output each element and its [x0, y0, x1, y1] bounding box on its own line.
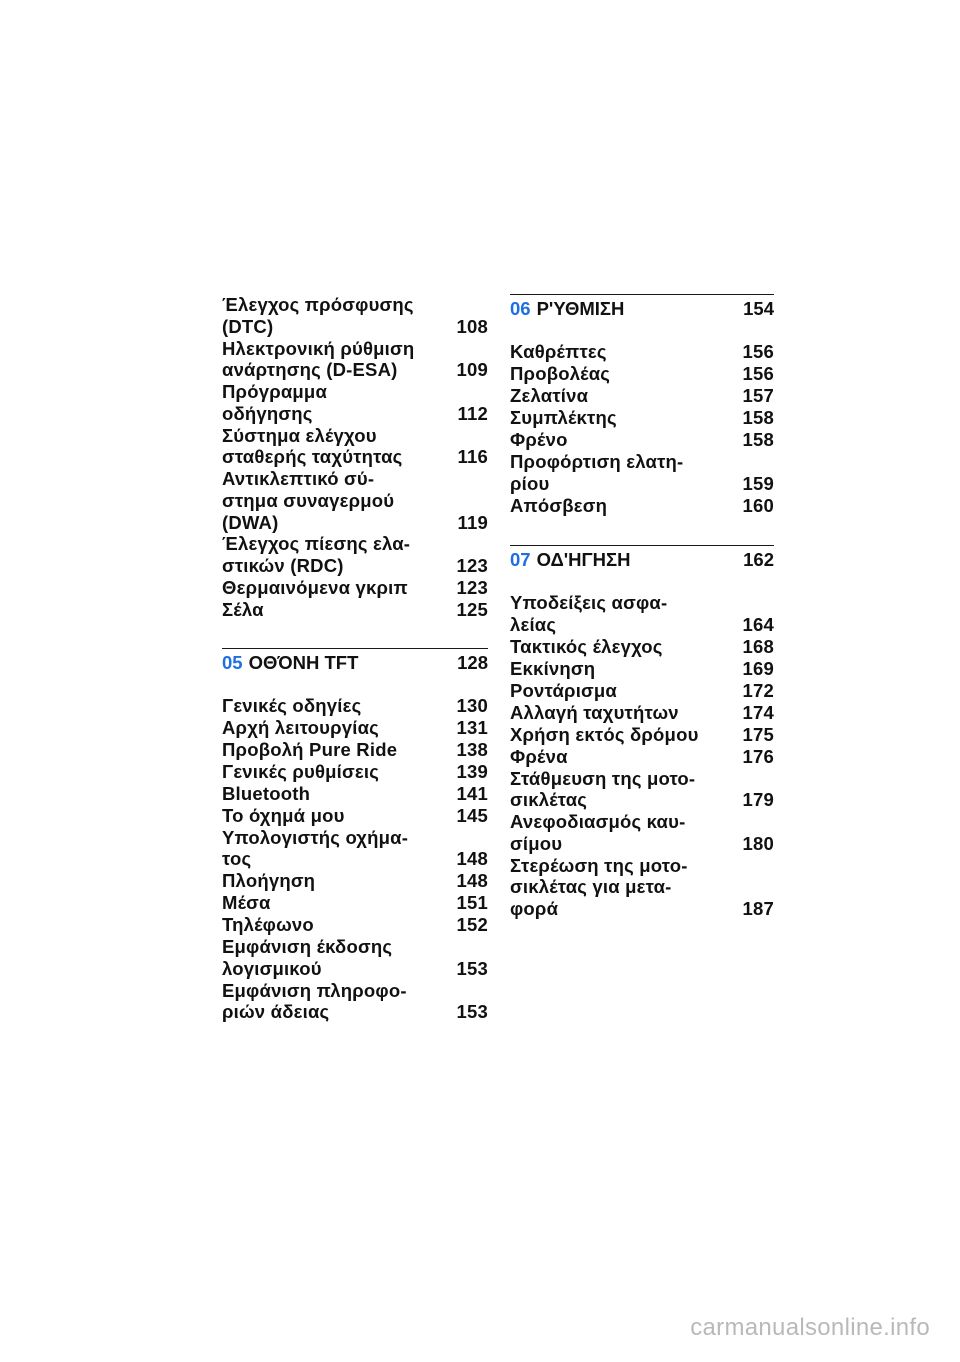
index-entry[interactable] [510, 658, 774, 680]
entry-title: σίμου [510, 832, 563, 854]
section-title: ΟΔ'ΗΓΗΣΗ [536, 549, 631, 571]
entry-page-number: 169 [742, 657, 774, 679]
entry-line [222, 980, 488, 1002]
index-entry[interactable] [510, 746, 774, 768]
entry-page-number: 125 [456, 599, 488, 621]
index-entry[interactable] [222, 294, 488, 337]
entry-title: Το όχημά μου [222, 804, 345, 826]
index-entry[interactable] [510, 429, 774, 451]
entry-title: σικλέτας [510, 789, 588, 811]
index-entry[interactable] [222, 870, 488, 892]
entry-page-number: 116 [457, 446, 488, 468]
entry-title: Πλοήγηση [222, 870, 316, 892]
index-entry[interactable] [222, 805, 488, 827]
entry-title: Εκκίνηση [510, 657, 596, 679]
entry-page-number: 148 [456, 848, 488, 870]
entry-line [222, 533, 488, 555]
entry-page-number: 131 [456, 716, 488, 738]
entry-title: Εμφάνιση πληροφο- [222, 979, 407, 1001]
index-entry[interactable] [222, 761, 488, 783]
entry-page-number: 152 [456, 914, 488, 936]
entry-title: Προφόρτιση ελατη- [510, 450, 684, 472]
entry-line [222, 555, 488, 577]
index-entry[interactable] [510, 855, 774, 920]
entry-line [510, 746, 774, 768]
index-entry[interactable] [222, 827, 488, 870]
entry-page-number: 139 [456, 760, 488, 782]
section-page: 128 [457, 651, 488, 673]
entry-page-number: 141 [456, 782, 488, 804]
entry-title: (DWA) [222, 511, 279, 533]
entry-line [510, 702, 774, 724]
section-05-entries [222, 695, 488, 1023]
index-entry[interactable] [510, 811, 774, 854]
section-heading[interactable] [510, 546, 774, 571]
entry-title: (DTC) [222, 315, 274, 337]
entry-line [222, 827, 488, 849]
entry-page-number: 168 [742, 635, 774, 657]
entry-line [510, 680, 774, 702]
entry-title: Θερμαινόμενα γκριπ [222, 577, 408, 599]
entry-title: σικλέτας για μετα- [510, 876, 672, 898]
entry-page-number: 175 [742, 723, 774, 745]
entry-title: ανάρτησης (D-ESA) [222, 359, 398, 381]
entry-title: Γενικές οδηγίες [222, 694, 362, 716]
section-title: ΟΘΌΝΗ TFT [248, 651, 359, 673]
right-index-column [510, 294, 774, 920]
index-entry[interactable] [510, 341, 774, 363]
entry-line [222, 848, 488, 870]
index-entry[interactable] [222, 717, 488, 739]
entry-title: Υπολογιστής οχήμα- [222, 826, 409, 848]
section-06 [510, 294, 774, 516]
entry-line [222, 599, 488, 621]
index-entry[interactable] [510, 407, 774, 429]
entry-line [222, 446, 488, 468]
watermark-text: carmanualsonline.info [690, 1314, 930, 1341]
entry-line [222, 294, 488, 316]
entry-line [510, 592, 774, 614]
entry-title: Συμπλέκτης [510, 406, 617, 428]
entry-title: Αλλαγή ταχυτήτων [510, 701, 679, 723]
entry-title: οδήγησης [222, 402, 313, 424]
index-entry[interactable] [510, 385, 774, 407]
entry-page-number: 138 [456, 738, 488, 760]
index-entry[interactable] [510, 495, 774, 517]
entry-line [222, 783, 488, 805]
index-entry[interactable] [222, 599, 488, 621]
index-entry[interactable] [222, 695, 488, 717]
entry-title: ρίου [510, 472, 550, 494]
entry-line [510, 768, 774, 790]
section-number: 06 [510, 298, 531, 319]
index-entry[interactable] [222, 980, 488, 1023]
index-entry[interactable] [222, 936, 488, 979]
entry-line [510, 876, 774, 898]
section-07 [510, 545, 774, 919]
entry-page-number: 158 [742, 406, 774, 428]
entry-line [510, 429, 774, 451]
entry-title: Εμφάνιση έκδοσης [222, 936, 393, 958]
entry-line [510, 614, 774, 636]
entry-title: λογισμικού [222, 957, 322, 979]
index-entry[interactable] [222, 533, 488, 576]
entry-page-number: 160 [742, 494, 774, 516]
index-entry[interactable] [510, 768, 774, 811]
left-index-column [222, 294, 488, 1023]
entry-page-number: 148 [456, 870, 488, 892]
entry-title: στημα συναγερμού [222, 489, 395, 511]
entry-title: Απόσβεση [510, 494, 608, 516]
entry-title: σταθερής ταχύτητας [222, 446, 403, 468]
entry-line [222, 577, 488, 599]
entry-line [510, 385, 774, 407]
entry-title: τος [222, 848, 252, 870]
entry-title: Αντικλεπτικό σύ- [222, 468, 375, 490]
section-title: Ρ'ΥΘΜΙΣΗ [536, 298, 625, 319]
entry-title: λείας [510, 613, 557, 635]
entry-title: Ηλεκτρονική ρύθμιση [222, 337, 415, 359]
entry-page-number: 112 [457, 402, 488, 424]
entry-title: στικών (RDC) [222, 555, 344, 577]
entry-title: Σέλα [222, 599, 264, 621]
entry-line [510, 658, 774, 680]
left-entries [222, 294, 488, 621]
index-entry[interactable] [510, 451, 774, 494]
entry-page-number: 123 [456, 555, 488, 577]
entry-line [222, 1001, 488, 1023]
entry-page-number: 151 [456, 892, 488, 914]
entry-title: Προβολέας [510, 362, 611, 384]
entry-line [510, 855, 774, 877]
entry-line [510, 811, 774, 833]
entry-title: Στερέωση της μοτο- [510, 854, 688, 876]
entry-line [510, 451, 774, 473]
entry-title: Φρένα [510, 745, 568, 767]
entry-line [222, 739, 488, 761]
entry-line [222, 403, 488, 425]
entry-line [222, 695, 488, 717]
entry-line [222, 512, 488, 534]
entry-line [510, 833, 774, 855]
entry-line [222, 717, 488, 739]
entry-line [222, 914, 488, 936]
entry-page-number: 153 [456, 957, 488, 979]
entry-line [222, 958, 488, 980]
entry-page-number: 109 [456, 359, 488, 381]
entry-page-number: 156 [742, 362, 774, 384]
entry-line [222, 490, 488, 512]
index-entry[interactable] [222, 783, 488, 805]
entry-line [510, 341, 774, 363]
section-07-entries [510, 592, 774, 919]
entry-page-number: 164 [742, 613, 774, 635]
index-entry[interactable] [222, 381, 488, 424]
entry-page-number: 145 [456, 804, 488, 826]
index-entry[interactable] [222, 425, 488, 468]
entry-title: Καθρέπτες [510, 341, 607, 362]
entry-line [222, 468, 488, 490]
entry-title: Φρένο [510, 428, 568, 450]
entry-line [510, 363, 774, 385]
entry-page-number: 158 [742, 428, 774, 450]
section-heading[interactable] [222, 649, 488, 674]
entry-title: Έλεγχος πίεσης ελα- [222, 533, 411, 555]
entry-page-number: 119 [457, 511, 488, 533]
entry-title: Γενικές ρυθμίσεις [222, 760, 380, 782]
entry-line [510, 407, 774, 429]
entry-page-number: 172 [742, 679, 774, 701]
entry-title: Προβολή Pure Ride [222, 738, 398, 760]
entry-page-number: 187 [742, 897, 774, 919]
entry-line [222, 359, 488, 381]
entry-line [222, 761, 488, 783]
entry-page-number: 179 [742, 789, 774, 811]
entry-line [222, 425, 488, 447]
index-entry[interactable] [510, 680, 774, 702]
entry-line [510, 898, 774, 920]
index-entry[interactable] [510, 363, 774, 385]
entry-title: Πρόγραμμα [222, 381, 328, 403]
entry-page-number: 156 [742, 341, 774, 362]
section-page: 154 [743, 298, 774, 319]
entry-line [222, 381, 488, 403]
entry-title: Bluetooth [222, 782, 311, 804]
entry-line [510, 473, 774, 495]
entry-page-number: 123 [456, 577, 488, 599]
entry-line [510, 789, 774, 811]
index-entry[interactable] [510, 724, 774, 746]
entry-title: Υποδείξεις ασφα- [510, 592, 668, 614]
index-entry[interactable] [510, 592, 774, 635]
entry-line [510, 724, 774, 746]
section-heading[interactable] [510, 295, 774, 320]
section-page: 162 [743, 549, 774, 571]
section-06-entries [510, 341, 774, 516]
entry-line [510, 495, 774, 517]
entry-title: ριών άδειας [222, 1001, 330, 1023]
entry-line [222, 316, 488, 338]
index-entry[interactable] [510, 702, 774, 724]
entry-line [222, 870, 488, 892]
entry-title: Σύστημα ελέγχου [222, 424, 377, 446]
entry-page-number: 159 [742, 472, 774, 494]
entry-title: φορά [510, 897, 559, 919]
index-entry[interactable] [222, 914, 488, 936]
entry-title: Αρχή λειτουργίας [222, 716, 379, 738]
entry-page-number: 157 [742, 384, 774, 406]
entry-title: Ροντάρισμα [510, 679, 617, 701]
index-entry[interactable] [222, 577, 488, 599]
section-05 [222, 648, 488, 1023]
entry-page-number: 108 [456, 315, 488, 337]
entry-page-number: 130 [456, 694, 488, 716]
entry-title: Έλεγχος πρόσφυσης [222, 294, 414, 315]
entry-page-number: 180 [742, 832, 774, 854]
entry-line [510, 636, 774, 658]
entry-line [222, 936, 488, 958]
entry-line [222, 338, 488, 360]
section-number: 07 [510, 549, 531, 571]
index-entry[interactable] [222, 892, 488, 914]
entry-title: Τηλέφωνο [222, 914, 314, 936]
index-entry[interactable] [510, 636, 774, 658]
entry-title: Ζελατίνα [510, 384, 589, 406]
entry-page-number: 174 [742, 701, 774, 723]
entry-title: Στάθμευση της μοτο- [510, 767, 696, 789]
section-number: 05 [222, 651, 243, 673]
entry-title: Τακτικός έλεγχος [510, 635, 663, 657]
index-entry[interactable] [222, 468, 488, 533]
index-entry[interactable] [222, 338, 488, 381]
entry-title: Μέσα [222, 892, 271, 914]
entry-page-number: 153 [456, 1001, 488, 1023]
entry-title: Χρήση εκτός δρόμου [510, 723, 699, 745]
entry-line [222, 805, 488, 827]
entry-page-number: 176 [742, 745, 774, 767]
entry-title: Ανεφοδιασμός καυ- [510, 811, 686, 833]
entry-line [222, 892, 488, 914]
index-entry[interactable] [222, 739, 488, 761]
